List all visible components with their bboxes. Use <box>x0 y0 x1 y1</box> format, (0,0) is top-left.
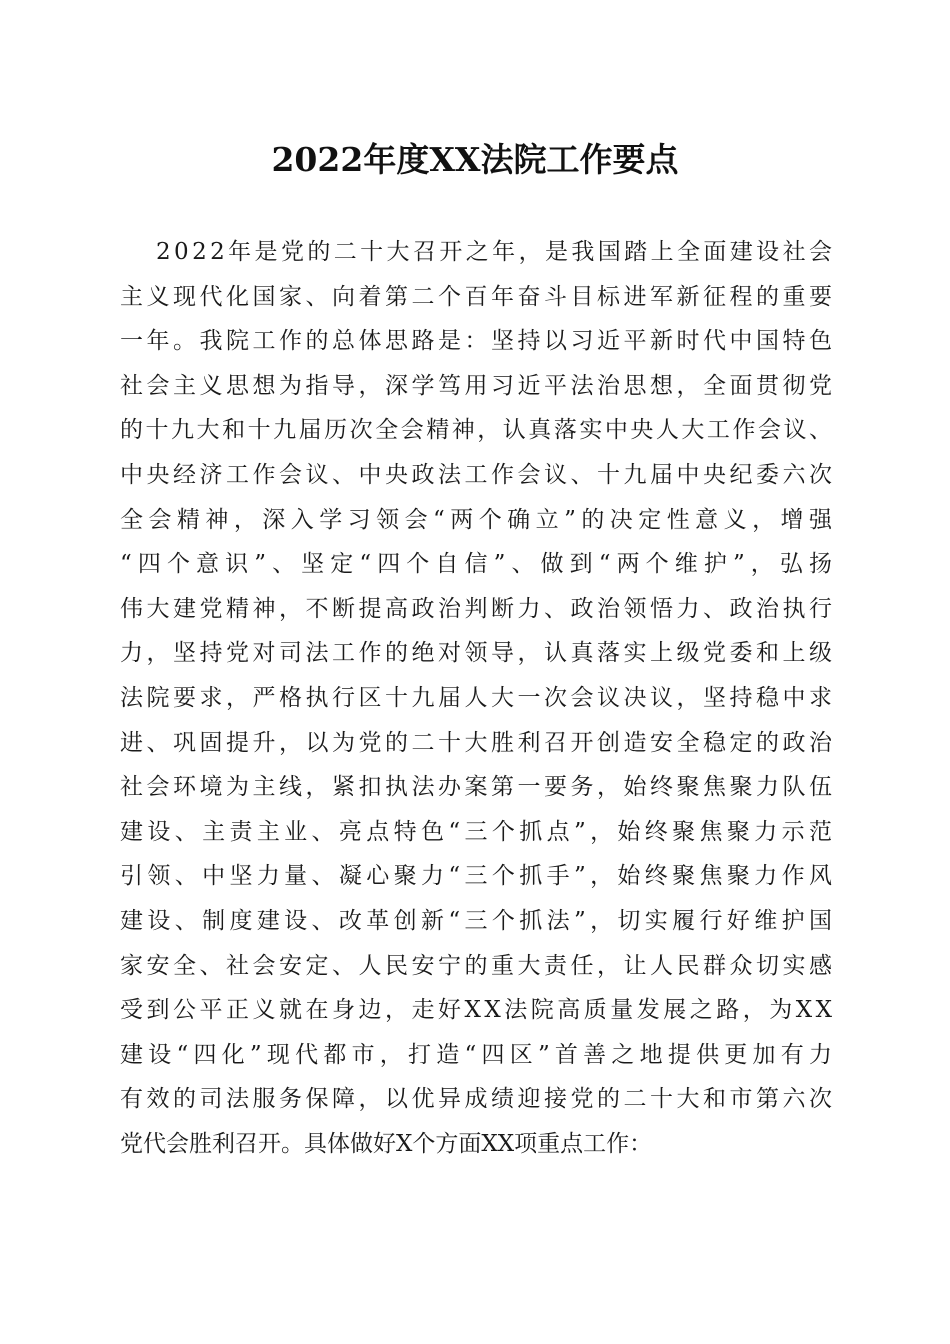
body-line: 受到公平正义就在身边，走好XX法院高质量发展之路，为XX <box>120 997 836 1024</box>
body-line: 中央经济工作会议、中央政法工作会议、十九届中央纪委六次 <box>120 461 836 488</box>
body-line: 社会主义思想为指导，深学笃用习近平法治思想，全面贯彻党 <box>120 372 836 399</box>
body-line: 法院要求，严格执行区十九届人大一次会议决议，坚持稳中求 <box>120 684 836 711</box>
body-line: 进、巩固提升，以为党的二十大胜利召开创造安全稳定的政治 <box>120 729 836 756</box>
body-line: 一年。我院工作的总体思路是：坚持以习近平新时代中国特色 <box>120 328 836 355</box>
body-line: 家安全、社会安定、人民安宁的重大责任，让人民群众切实感 <box>120 952 836 979</box>
body-line: 建设“四化”现代都市，打造“四区”首善之地提供更加有力 <box>120 1041 838 1068</box>
body-line: 2022年是党的二十大召开之年，是我国踏上全面建设社会 <box>156 239 836 265</box>
body-line: 的十九大和十九届历次全会精神，认真落实中央人大工作会议、 <box>120 417 835 444</box>
body-line: 有效的司法服务保障，以优异成绩迎接党的二十大和市第六次 <box>120 1086 836 1113</box>
body-line: 全会精神，深入学习领会“两个确立”的决定性意义，增强 <box>120 506 838 533</box>
body-line: 社会环境为主线，紧扣执法办案第一要务，始终聚焦聚力队伍 <box>120 774 836 801</box>
body-line: 伟大建党精神，不断提高政治判断力、政治领悟力、政治执行 <box>120 595 836 622</box>
body-line: 引领、中坚力量、凝心聚力“三个抓手”，始终聚焦聚力作风 <box>120 863 837 890</box>
body-line: 建设、制度建设、改革创新“三个抓法”，切实履行好维护国 <box>120 907 837 934</box>
document-body <box>120 236 839 1172</box>
body-line: 力，坚持党对司法工作的绝对领导，认真落实上级党委和上级 <box>120 640 836 667</box>
body-line: 建设、主责主业、亮点特色“三个抓点”，始终聚焦聚力示范 <box>120 818 837 845</box>
body-line: 主义现代化国家、向着第二个百年奋斗目标进军新征程的重要 <box>120 283 836 310</box>
body-line: 党代会胜利召开。具体做好X个方面XX项重点工作： <box>120 1130 653 1157</box>
document-title: 2022年度XX法院工作要点 <box>271 140 679 179</box>
body-line: “四个意识”、坚定“四个自信”、做到“两个维护”，弘扬 <box>120 551 839 578</box>
